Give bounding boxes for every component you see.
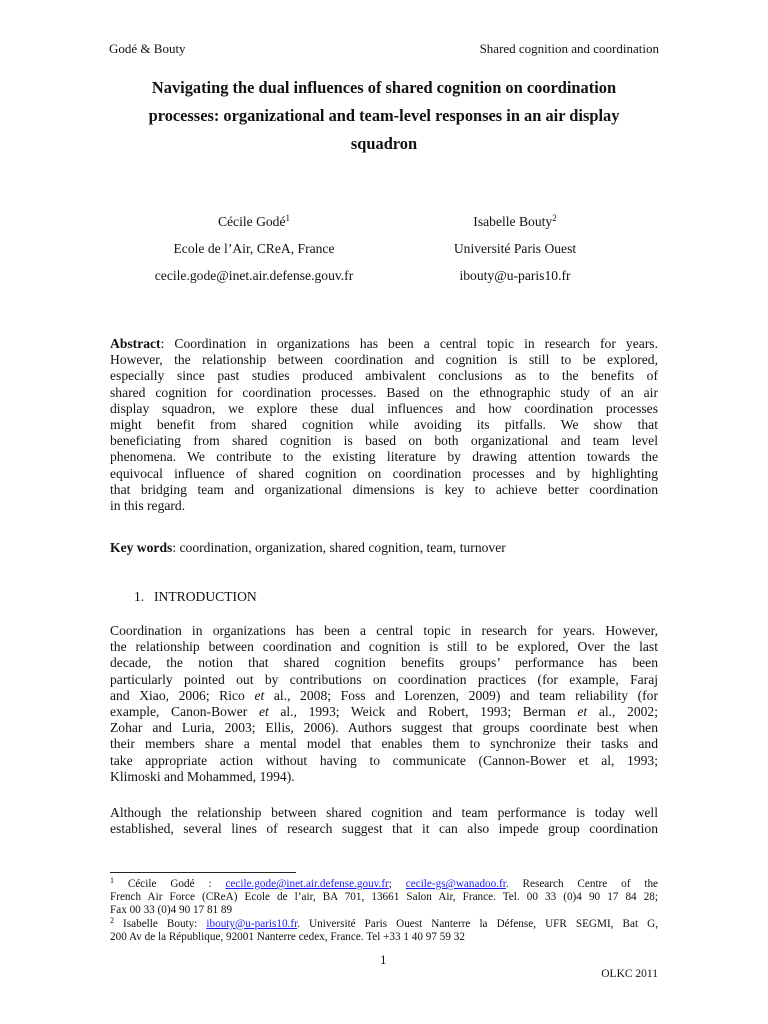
author-block-2 [380,208,650,289]
paragraph-line: Klimoski and Mohammed, 1994). [110,768,295,784]
section-title: INTRODUCTION [154,589,257,604]
email-link[interactable]: ibouty@u-paris10.fr [206,917,298,930]
email-link[interactable]: cecile.gode@inet.air.defense.gouv.fr [225,878,389,890]
paragraph-line: example, Canon-Bower et al., 1993; Weick and Robert, 1993; Berman et al., 2002; [110,704,659,720]
footnote-ref: 1 [285,213,291,223]
paper-title [110,74,658,158]
footnotes [110,878,658,944]
page-number: 1 [380,952,387,967]
footnote-1: $^1$ Cécile Godé : cecile.gode@inet.air.defense.gouv.fr; cecile-gs@wanadoo.fr. Research Centre of the French Air Force (CReA) Ecole de l’air, BA 701, 13661 Salon Air, France. Tel. 00 33 (0)4 90 17 84 28; Fax 00 33 (0)4 90 17 81 89 [110,876,659,917]
section-number: 1. [134,589,145,604]
intro-paragraph-2 [110,805,658,837]
running-header-authors: Godé & Bouty [109,41,186,56]
intro-paragraph-1 [110,623,658,785]
abstract-line: display squadron, we explore these dual influences and how coordination processes [110,400,658,416]
author-email: ibouty@u-paris10.fr [459,268,571,283]
abstract-line: equivocal influence of shared cognition on coordination processes and by highlighting [110,465,658,481]
paragraph-line: particularly pointed out by contributions on coordination practices (for example, Faraj [110,671,658,687]
author-name: Cécile Godé$^1$ [217,213,291,229]
paragraph-line: the relationship between coordination and cognition is still to be explored, Over the last [110,639,658,655]
footnote-line: 200 Av de la République, 92001 Nanterre cedex, France. Tel +33 1 40 97 59 32 [110,930,465,943]
abstract-line: especially since past studies produced ambivalent conclusions as to the benefits of [110,368,658,384]
paragraph-line: their members share a mental model that enables them to synchronize their tasks and [110,736,658,752]
footnote-line: French Air Force (CReA) Ecole de l’air, BA 701, 13661 Salon Air, France. Tel. 00 33 (0)4 90 17 84 28; [110,891,658,904]
paragraph-line: take appropriate action without having to communicate (Cannon-Bower et al, 1993; [110,752,658,768]
title-line: squadron [350,134,418,153]
paragraph-line: Although the relationship between shared cognition and team performance is today well [110,805,658,820]
abstract-line: might benefit from shared cognition while avoiding its pitfalls. We show that [110,417,658,433]
abstract-line: that bridging team and organizational dimensions is key to achieve better coordination [110,481,658,497]
abstract-line: shared cognition for coordination processes. Based on the ethnographic study of an air [110,384,658,400]
abstract-line: Abstract: Coordination in organizations has been a central topic in research for years. [110,336,658,351]
paragraph-line: and Xiao, 2006; Rico et al., 2008; Foss and Lorenzen, 2009) and team reliability (for [110,687,658,703]
footnote-mark: 1 [110,876,114,885]
abstract-line: phenomena. We contribute to the existing literature by drawing attention towards the [110,449,658,465]
footnote-mark: 2 [110,915,114,925]
title-line: processes: organizational and team-level responses in an air display [148,106,620,125]
paragraph-line: decade, the notion that shared cognition benefits groups’ performance has been [110,655,658,671]
author-affiliation: Université Paris Ouest [453,241,577,256]
abstract-label: Abstract [110,336,161,351]
author-email: cecile.gode@inet.air.defense.gouv.fr [154,268,354,283]
abstract-line: However, the relationship between coordination and cognition is still to be explored, [110,352,658,368]
footnote-line: Fax 00 33 (0)4 90 17 81 89 [110,904,233,917]
paragraph-line: Coordination in organizations has been a central topic in research for years. However, [110,623,658,638]
running-header-title: Shared cognition and coordination [479,41,659,56]
conference-tag: OLKC 2011 [601,968,658,980]
abstract-line: beneficiating from shared cognition is based on both organizational and team level [110,433,658,449]
paragraph-line: Zohar and Luria, 2003; Ellis, 2006). Authors suggest that groups coordinate best when [110,720,658,736]
abstract [110,336,658,514]
section-heading [134,589,257,605]
author-name: Isabelle Bouty$^2$ [473,213,557,229]
keywords [110,540,658,556]
author-affiliation: Ecole de l’Air, CReA, France [173,241,335,256]
keywords-text: : coordination, organization, shared cognition, team, turnover [172,540,506,555]
paragraph-line: established, several lines of research suggest that it can also impede group coordination [110,821,658,837]
footnote-ref: 2 [552,213,557,223]
title-line: Navigating the dual influences of shared cognition on coordination [151,78,617,97]
author-block-1 [119,208,389,289]
email-link[interactable]: cecile-gs@wanadoo.fr [405,878,506,890]
footnote-2: $^2$ Isabelle Bouty: ibouty@u-paris10.fr. Université Paris Ouest Nanterre la Défense, UFR SEGMI, Bat G, 200 Av de la République, 92001 Nanterre cedex, France. Tel +33 1 40 97 59 32 [110,915,658,943]
keywords-label: Key words [110,540,173,555]
footnote-separator [110,872,296,873]
abstract-line: in this regard. [110,498,186,514]
